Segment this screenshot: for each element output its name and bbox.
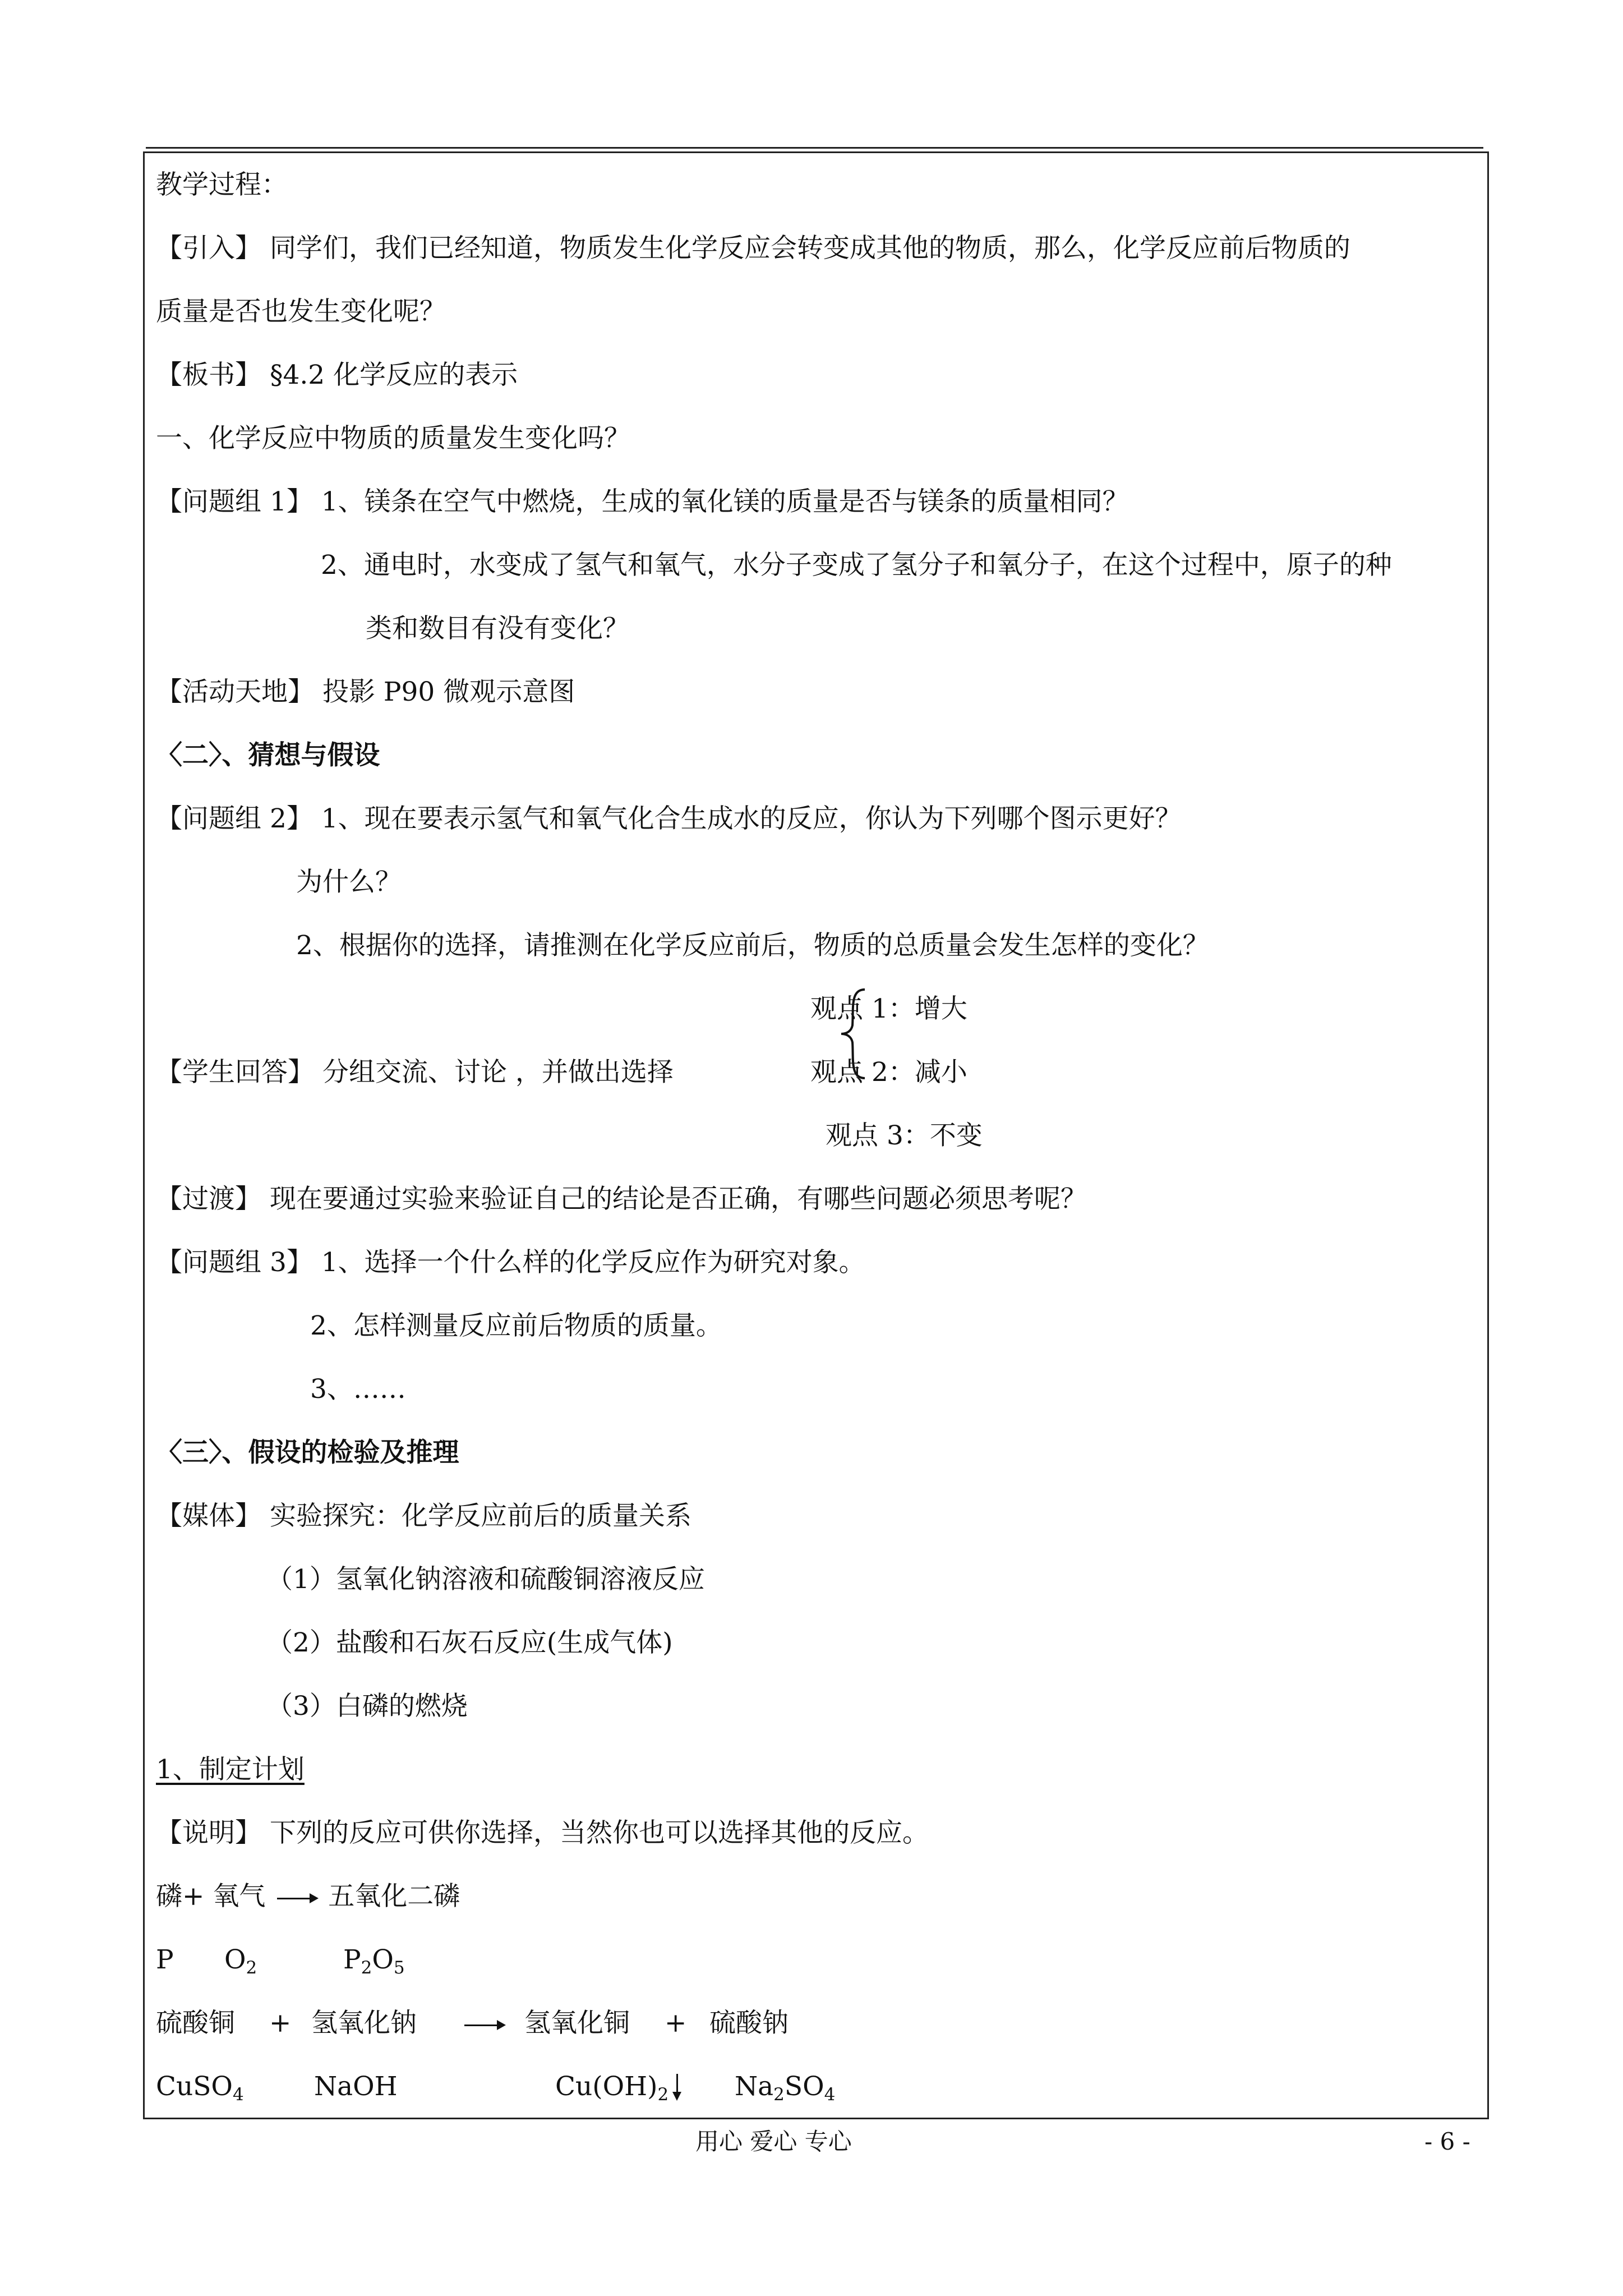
media-note: 【媒体】 实验探究：化学反应前后的质量关系 [156,1501,691,1531]
formula-p2o5: $P_2O_5$ [343,1944,405,1978]
word-copper-sulfate: 硫酸铜 [156,2008,235,2039]
intro-paragraph: 【引入】 同学们，我们已经知道，物质发生化学反应会转变成其他的物质，那么，化学反应前后物质的 [156,233,1350,264]
formula-oxygen: $O_2$ [224,1944,257,1978]
plus-sign: + [665,2008,687,2039]
formula-naoh: NaOH [314,2071,398,2102]
viewpoint-1: 观点 1：增大 [810,993,967,1024]
experiment-3: （3）白磷的燃烧 [266,1691,468,1722]
section-heading-teaching-process: 教学过程： [156,169,288,200]
student-answer: 【学生回答】 分组交流、讨论 ，并做出选择 [156,1057,674,1088]
experiment-2: （2）盐酸和石灰石反应(生成气体) [266,1627,673,1658]
experiment-1: （1）氢氧化钠溶液和硫酸铜溶液反应 [266,1564,705,1595]
equation-arrow [461,2007,507,2040]
question-group-3-item-3: 3、…… [310,1374,406,1405]
heading-3: 〈三〉、假设的检验及推理 [156,1437,459,1468]
product-words: 五氧化二磷 [328,1881,460,1912]
transition-note: 【过渡】 现在要通过实验来验证自己的结论是否正确，有哪些问题必须思考呢？ [156,1184,1087,1214]
curly-brace-icon [837,986,870,1082]
question-group-1: 【问题组 1】 1、镁条在空气中燃烧，生成的氧化镁的质量是否与镁条的质量相同？ [156,486,1129,517]
heading-1: 一、化学反应中物质的质量发生变化吗？ [156,423,630,454]
formula-na2so4: $Na_2SO_4$ [735,2071,836,2105]
page-number: - 6 - [1424,2128,1470,2155]
heading-2: 〈二〉、猜想与假设 [156,740,380,771]
arrow-right-icon [277,1898,316,1899]
activity-note: 【活动天地】 投影 P90 微观示意图 [156,677,575,707]
plan-heading: 1、制定计划 [156,1754,305,1785]
word-sodium-hydroxide: 氢氧化钠 [311,2008,417,2039]
intro-paragraph-cont: 质量是否也发生变化呢？ [156,296,446,327]
question-group-2-item-2: 2、根据你的选择，请推测在化学反应前后，物质的总质量会发生怎样的变化？ [296,930,1209,961]
viewpoint-2: 观点 2：减小 [810,1057,967,1088]
question-group-3-item-2: 2、怎样测量反应前后物质的质量。 [310,1310,722,1341]
formula-cuoh2: $Cu(OH)_2$ [555,2070,678,2104]
precipitate-arrow-icon [676,2074,678,2099]
formula-cuso4: CuSO$_4$ [156,2071,244,2105]
word-copper-hydroxide: 氢氧化铜 [524,2008,630,2039]
question-group-3: 【问题组 3】 1、选择一个什么样的化学反应作为研究对象。 [156,1247,865,1278]
question-group-2: 【问题组 2】 1、现在要表示氢气和氧气化合生成水的反应，你认为下列哪个图示更好？ [156,803,1182,834]
arrow-right-icon [464,2024,504,2026]
reactants-words: 磷+ 氧气 [156,1881,266,1912]
question-group-1-item-2-cont: 类和数目有没有变化？ [366,613,629,644]
formula-phosphorus: P [156,1944,174,1975]
equation-words-phosphorus [156,1880,460,1913]
word-sodium-sulfate: 硫酸钠 [709,2008,789,2039]
header-rule [146,147,1483,149]
question-group-1-item-2: 2、通电时，水变成了氢气和氧气，水分子变成了氢分子和氧分子，在这个过程中，原子的种 [321,550,1392,581]
board-note: 【板书】 §4.2 化学反应的表示 [156,360,518,390]
plus-sign: + [269,2008,292,2039]
viewpoint-3: 观点 3：不变 [826,1120,983,1151]
explanation-note: 【说明】 下列的反应可供你选择，当然你也可以选择其他的反应。 [156,1818,929,1848]
footer-motto: 用心 爱心 专心 [695,2128,852,2155]
question-group-2-why: 为什么？ [296,867,402,898]
